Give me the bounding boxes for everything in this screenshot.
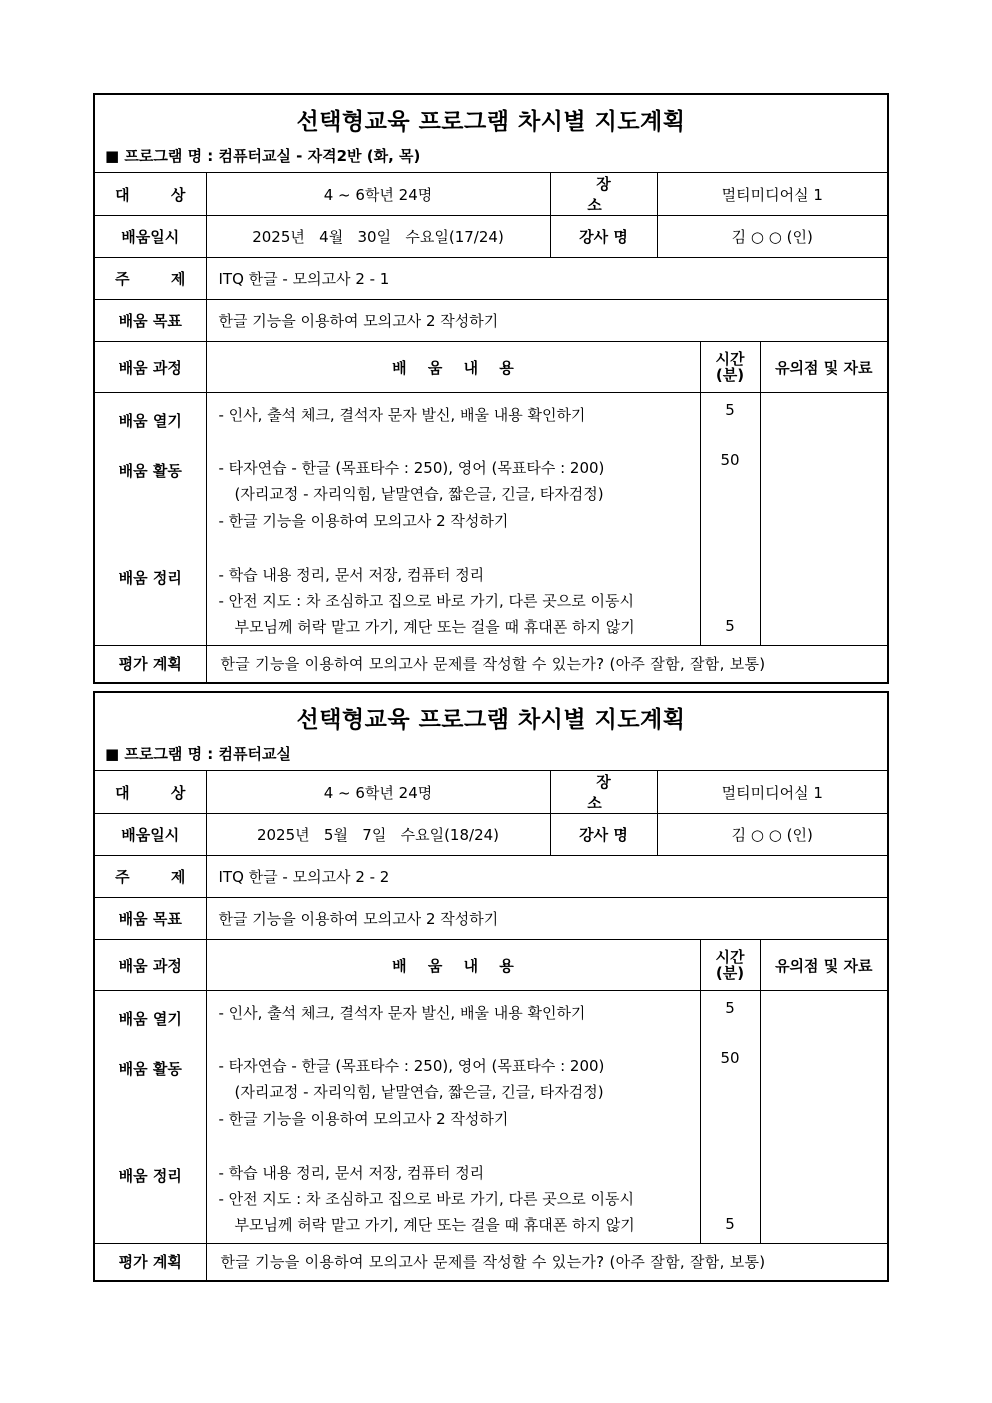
eval-value: 한글 기능을 이용하여 모의고사 문제를 작성할 수 있는가? (아주 잘함, 잘함, 보통)	[206, 646, 887, 682]
minutes-wrapup: 5	[725, 1215, 735, 1233]
content-column	[206, 393, 700, 646]
process-header: 배움 과정	[95, 342, 206, 393]
topic-label: 주 제	[95, 258, 206, 300]
minutes-wrapup: 5	[725, 617, 735, 635]
stage-column	[95, 991, 206, 1244]
goal-label: 배움 목표	[95, 300, 206, 342]
content-line: (자리교정 - 자리익힘, 낱말연습, 짧은글, 긴글, 타자검정)	[234, 485, 604, 503]
process-header: 배움 과정	[95, 940, 206, 991]
content-line: - 인사, 출석 체크, 결석자 문자 발신, 배울 내용 확인하기	[218, 406, 586, 424]
stage-wrapup: 배움 정리	[118, 1167, 182, 1185]
stage-opening: 배움 열기	[118, 412, 182, 430]
date-value: 2025년 4월 30일 수요일(17/24)	[206, 216, 550, 258]
lesson-plan-2	[93, 691, 889, 1282]
plan-table	[95, 771, 887, 1280]
time-header	[700, 342, 760, 393]
notes-column	[760, 393, 887, 646]
place-label: 장 소	[550, 173, 657, 216]
plan-title: 선택형교육 프로그램 차시별 지도계획	[296, 706, 686, 733]
content-line: 부모님께 허락 맡고 가기, 계단 또는 걸을 때 휴대폰 하지 않기	[234, 618, 635, 636]
time-header-bottom: (분)	[715, 964, 745, 982]
minutes-opening: 5	[725, 401, 735, 419]
goal-value: 한글 기능을 이용하여 모의고사 2 작성하기	[206, 898, 887, 940]
time-column	[700, 393, 760, 646]
target-value: 4 ~ 6학년 24명	[206, 173, 550, 216]
notes-header: 유의점 및 자료	[760, 940, 887, 991]
time-header-top: 시간	[715, 948, 745, 966]
target-label: 대 상	[95, 173, 206, 216]
content-line: - 인사, 출석 체크, 결석자 문자 발신, 배울 내용 확인하기	[218, 1004, 586, 1022]
notes-column	[760, 991, 887, 1244]
target-label: 대 상	[95, 771, 206, 814]
teacher-label: 강사 명	[550, 814, 657, 856]
content-line: - 타자연습 - 한글 (목표타수 : 250), 영어 (목표타수 : 200)	[218, 1057, 605, 1075]
time-header-bottom: (분)	[715, 366, 745, 384]
content-line: 부모님께 허락 맡고 가기, 계단 또는 걸을 때 휴대폰 하지 않기	[234, 1216, 635, 1234]
target-value: 4 ~ 6학년 24명	[206, 771, 550, 814]
topic-value: ITQ 한글 - 모의고사 2 - 1	[206, 258, 887, 300]
topic-label: 주 제	[95, 856, 206, 898]
topic-value: ITQ 한글 - 모의고사 2 - 2	[206, 856, 887, 898]
notes-header: 유의점 및 자료	[760, 342, 887, 393]
stage-activity: 배움 활동	[118, 1060, 182, 1078]
minutes-activity: 50	[720, 1049, 740, 1067]
content-line: (자리교정 - 자리익힘, 낱말연습, 짧은글, 긴글, 타자검정)	[234, 1083, 604, 1101]
teacher-value: 김 ○ ○ (인)	[657, 814, 887, 856]
teacher-value: 김 ○ ○ (인)	[657, 216, 887, 258]
stage-activity: 배움 활동	[118, 462, 182, 480]
stage-wrapup: 배움 정리	[118, 569, 182, 587]
lesson-plan-1	[93, 93, 889, 684]
eval-value: 한글 기능을 이용하여 모의고사 문제를 작성할 수 있는가? (아주 잘함, 잘함, 보통)	[206, 1244, 887, 1280]
content-line: - 한글 기능을 이용하여 모의고사 2 작성하기	[218, 512, 509, 530]
minutes-opening: 5	[725, 999, 735, 1017]
place-value: 멀티미디어실 1	[657, 771, 887, 814]
content-header: 배 움 내 용	[206, 940, 700, 991]
teacher-label: 강사 명	[550, 216, 657, 258]
time-column	[700, 991, 760, 1244]
time-header	[700, 940, 760, 991]
place-label: 장 소	[550, 771, 657, 814]
place-value: 멀티미디어실 1	[657, 173, 887, 216]
content-line: - 안전 지도 : 차 조심하고 집으로 바로 가기, 다른 곳으로 이동시	[218, 1190, 634, 1208]
content-header: 배 움 내 용	[206, 342, 700, 393]
content-line: - 한글 기능을 이용하여 모의고사 2 작성하기	[218, 1110, 509, 1128]
plan-title: 선택형교육 프로그램 차시별 지도계획	[296, 108, 686, 135]
content-line: - 타자연습 - 한글 (목표타수 : 250), 영어 (목표타수 : 200)	[218, 459, 605, 477]
date-label: 배움일시	[95, 814, 206, 856]
goal-label: 배움 목표	[95, 898, 206, 940]
eval-label: 평가 계획	[95, 1244, 206, 1280]
program-name: ■ 프로그램 명 : 컴퓨터교실 - 자격2반 (화, 목)	[105, 147, 421, 165]
date-value: 2025년 5월 7일 수요일(18/24)	[206, 814, 550, 856]
plan-table	[95, 173, 887, 682]
content-column	[206, 991, 700, 1244]
plan-header	[95, 693, 887, 771]
eval-label: 평가 계획	[95, 646, 206, 682]
program-name: ■ 프로그램 명 : 컴퓨터교실	[105, 745, 291, 763]
time-header-top: 시간	[715, 350, 745, 368]
date-label: 배움일시	[95, 216, 206, 258]
content-line: - 학습 내용 정리, 문서 저장, 컴퓨터 정리	[218, 566, 485, 584]
minutes-activity: 50	[720, 451, 740, 469]
stage-column	[95, 393, 206, 646]
content-line: - 학습 내용 정리, 문서 저장, 컴퓨터 정리	[218, 1164, 485, 1182]
goal-value: 한글 기능을 이용하여 모의고사 2 작성하기	[206, 300, 887, 342]
content-line: - 안전 지도 : 차 조심하고 집으로 바로 가기, 다른 곳으로 이동시	[218, 592, 634, 610]
plan-header	[95, 95, 887, 173]
stage-opening: 배움 열기	[118, 1010, 182, 1028]
